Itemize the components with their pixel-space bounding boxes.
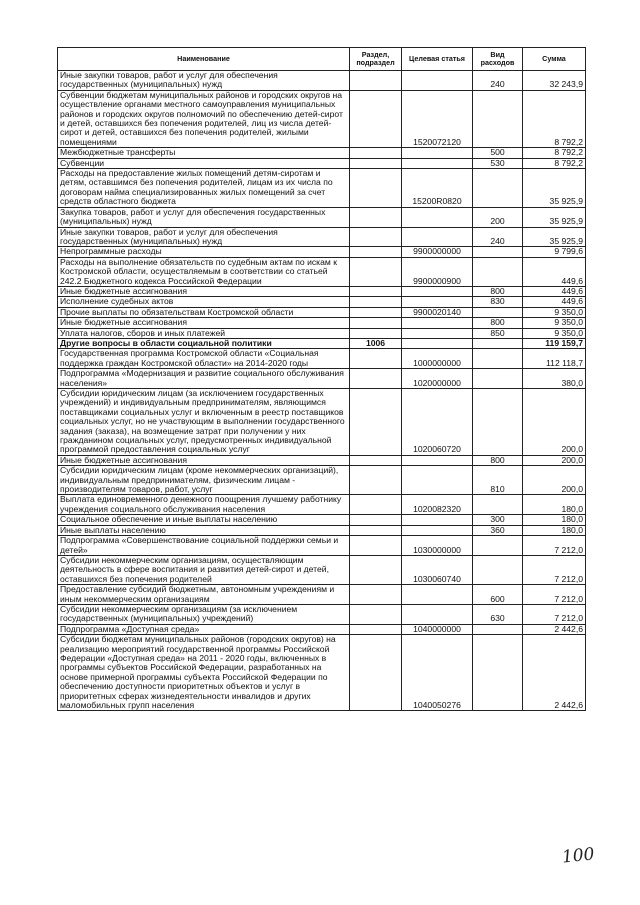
cell-target: 1020060720 [402, 389, 473, 456]
cell-sum: 449,6 [523, 297, 586, 307]
cell-section: 1006 [350, 338, 402, 348]
cell-type [473, 369, 523, 389]
cell-name: Прочие выплаты по обязательствам Костромской области [58, 307, 350, 317]
cell-name: Иные выплаты населению [58, 525, 350, 535]
table-row [58, 318, 586, 328]
cell-section [350, 349, 402, 369]
cell-section [350, 495, 402, 515]
cell-section [350, 169, 402, 208]
cell-name: Субсидии некоммерческим организациям (за исключением государственных (муниципальных) учреждений) [58, 604, 350, 624]
cell-target: 1030060740 [402, 555, 473, 584]
header-sum: Сумма [523, 48, 586, 71]
cell-name: Субсидии некоммерческим организациям, осуществляющим деятельность в сфере воспитания и развития детей-сирот и детей, оставшихся без попечения родителей [58, 555, 350, 584]
table-row [58, 525, 586, 535]
cell-sum: 449,6 [523, 286, 586, 296]
table-row [58, 635, 586, 711]
cell-target [402, 338, 473, 348]
cell-section [350, 624, 402, 634]
cell-name: Иные бюджетные ассигнования [58, 318, 350, 328]
cell-sum: 7 212,0 [523, 604, 586, 624]
cell-sum: 35 925,9 [523, 207, 586, 227]
cell-target [402, 227, 473, 247]
cell-name: Непрограммные расходы [58, 247, 350, 257]
cell-section [350, 369, 402, 389]
table-row [58, 158, 586, 168]
budget-table [57, 47, 586, 711]
cell-name: Межбюджетные трансферты [58, 148, 350, 158]
cell-section [350, 207, 402, 227]
cell-type [473, 624, 523, 634]
cell-sum: 449,6 [523, 257, 586, 286]
cell-name: Иные закупки товаров, работ и услуг для обеспечения государственных (муниципальных) нужд [58, 227, 350, 247]
table-body [58, 71, 586, 711]
cell-target [402, 297, 473, 307]
cell-type [473, 536, 523, 556]
table-row [58, 71, 586, 91]
header-name: Наименование [58, 48, 350, 71]
table-row [58, 247, 586, 257]
table-row [58, 555, 586, 584]
cell-name: Субсидии юридическим лицам (за исключением государственных учреждений) и индивидуальным предпринимателям, являющимся поставщиками социальных услуг и включенным в реестр поставщиков социальных услуг, но не участвующим в выполнении государственного задания (заказа), на возмещение затрат при получении у них гражданином социальных услуг, предусмотренных индивидуальной программой предоставления социальных услуг [58, 389, 350, 456]
cell-section [350, 297, 402, 307]
cell-sum: 7 212,0 [523, 555, 586, 584]
table-row [58, 297, 586, 307]
cell-sum: 112 118,7 [523, 349, 586, 369]
cell-name: Субвенции [58, 158, 350, 168]
table-row [58, 328, 586, 338]
cell-type: 850 [473, 328, 523, 338]
cell-type [473, 247, 523, 257]
cell-type: 360 [473, 525, 523, 535]
table-row [58, 604, 586, 624]
header-section: Раздел, подраздел [350, 48, 402, 71]
cell-name: Субсидии юридическим лицам (кроме некоммерческих организаций), индивидуальным предпринимателям, физическим лицам - производителям товаров, работ, услуг [58, 466, 350, 495]
cell-sum: 7 212,0 [523, 536, 586, 556]
table-row [58, 624, 586, 634]
cell-target: 1020000000 [402, 369, 473, 389]
cell-section [350, 525, 402, 535]
cell-target [402, 71, 473, 91]
cell-section [350, 635, 402, 711]
cell-target: 9900000000 [402, 247, 473, 257]
cell-sum: 200,0 [523, 389, 586, 456]
cell-type: 300 [473, 515, 523, 525]
table-row [58, 286, 586, 296]
cell-type: 800 [473, 455, 523, 465]
cell-section [350, 307, 402, 317]
table-row [58, 515, 586, 525]
cell-type: 500 [473, 148, 523, 158]
cell-target [402, 604, 473, 624]
cell-section [350, 318, 402, 328]
cell-sum: 35 925,9 [523, 227, 586, 247]
cell-section [350, 227, 402, 247]
cell-section [350, 71, 402, 91]
table-row [58, 585, 586, 605]
cell-name: Подпрограмма «Модернизация и развитие социального обслуживания населения» [58, 369, 350, 389]
table-row [58, 466, 586, 495]
cell-target [402, 207, 473, 227]
cell-section [350, 286, 402, 296]
cell-name: Выплата единовременного денежного поощрения лучшему работнику учреждения социального обслуживания населения [58, 495, 350, 515]
cell-type: 240 [473, 71, 523, 91]
cell-section [350, 257, 402, 286]
cell-target [402, 515, 473, 525]
cell-type: 530 [473, 158, 523, 168]
cell-sum: 119 159,7 [523, 338, 586, 348]
cell-name: Подпрограмма «Совершенствование социальной поддержки семьи и детей» [58, 536, 350, 556]
table-row [58, 338, 586, 348]
cell-sum: 200,0 [523, 455, 586, 465]
cell-section [350, 455, 402, 465]
cell-section [350, 604, 402, 624]
header-type: Вид расходов [473, 48, 523, 71]
cell-sum: 32 243,9 [523, 71, 586, 91]
cell-target [402, 158, 473, 168]
cell-name: Другие вопросы в области социальной политики [58, 338, 350, 348]
cell-target [402, 328, 473, 338]
cell-name: Уплата налогов, сборов и иных платежей [58, 328, 350, 338]
cell-sum: 200,0 [523, 466, 586, 495]
table-row [58, 307, 586, 317]
cell-sum: 9 350,0 [523, 307, 586, 317]
page-number: 100 [561, 844, 596, 868]
table-row [58, 90, 586, 147]
cell-name: Субсидии бюджетам муниципальных районов (городских округов) на реализацию мероприятий государственной программы Российской Федерации «Доступная среда» на 2011 - 2020 годы, включенных в программы субъектов Российской Федерации, разработанных на основе примерной программы субъекта Российской Федерации по обеспечению доступности приоритетных объектов и услуг в приоритетных сферах жизнедеятельности инвалидов и других маломобильных групп населения [58, 635, 350, 711]
cell-sum: 9 799,6 [523, 247, 586, 257]
table-row [58, 207, 586, 227]
cell-section [350, 515, 402, 525]
cell-type: 630 [473, 604, 523, 624]
cell-target [402, 148, 473, 158]
cell-name: Предоставление субсидий бюджетным, автономным учреждениям и иным некоммерческим организациям [58, 585, 350, 605]
cell-section [350, 328, 402, 338]
cell-target: 9900000900 [402, 257, 473, 286]
cell-type: 600 [473, 585, 523, 605]
table-header-row [58, 48, 586, 71]
cell-section [350, 389, 402, 456]
cell-sum: 7 212,0 [523, 585, 586, 605]
cell-type: 800 [473, 318, 523, 328]
table-row [58, 169, 586, 208]
cell-section [350, 536, 402, 556]
cell-target: 1020082320 [402, 495, 473, 515]
table-row [58, 227, 586, 247]
cell-name: Иные бюджетные ассигнования [58, 455, 350, 465]
table-row [58, 257, 586, 286]
cell-name: Закупка товаров, работ и услуг для обеспечения государственных (муниципальных) нужд [58, 207, 350, 227]
cell-type: 240 [473, 227, 523, 247]
table-row [58, 536, 586, 556]
cell-target: 1040050276 [402, 635, 473, 711]
cell-target: 9900020140 [402, 307, 473, 317]
cell-type [473, 307, 523, 317]
table-row [58, 349, 586, 369]
cell-type: 810 [473, 466, 523, 495]
cell-target [402, 286, 473, 296]
cell-sum: 2 442,6 [523, 635, 586, 711]
cell-sum: 180,0 [523, 495, 586, 515]
cell-section [350, 555, 402, 584]
cell-target: 1040000000 [402, 624, 473, 634]
cell-target: 1030000000 [402, 536, 473, 556]
cell-sum: 9 350,0 [523, 328, 586, 338]
cell-sum: 180,0 [523, 525, 586, 535]
cell-sum: 2 442,6 [523, 624, 586, 634]
cell-target: 1520072120 [402, 90, 473, 147]
cell-section [350, 158, 402, 168]
cell-name: Иные бюджетные ассигнования [58, 286, 350, 296]
cell-target: 15200R0820 [402, 169, 473, 208]
table-row [58, 369, 586, 389]
cell-type [473, 169, 523, 208]
cell-target [402, 455, 473, 465]
cell-type [473, 257, 523, 286]
cell-name: Социальное обеспечение и иные выплаты населению [58, 515, 350, 525]
cell-name: Иные закупки товаров, работ и услуг для обеспечения государственных (муниципальных) нужд [58, 71, 350, 91]
cell-section [350, 466, 402, 495]
cell-sum: 8 792,2 [523, 158, 586, 168]
cell-target: 1000000000 [402, 349, 473, 369]
cell-type: 830 [473, 297, 523, 307]
cell-target [402, 318, 473, 328]
cell-sum: 380,0 [523, 369, 586, 389]
table-row [58, 455, 586, 465]
cell-type [473, 90, 523, 147]
cell-target [402, 466, 473, 495]
table-row [58, 389, 586, 456]
cell-type [473, 349, 523, 369]
header-target: Целевая статья [402, 48, 473, 71]
cell-name: Исполнение судебных актов [58, 297, 350, 307]
cell-section [350, 247, 402, 257]
cell-type: 200 [473, 207, 523, 227]
cell-target [402, 525, 473, 535]
cell-name: Расходы на предоставление жилых помещений детям-сиротам и детям, оставшимся без попечения родителей, лицам из их числа по договорам найма специализированных жилых помещений за счет средств областного бюджета [58, 169, 350, 208]
cell-section [350, 90, 402, 147]
cell-sum: 8 792,2 [523, 90, 586, 147]
cell-sum: 8 792,2 [523, 148, 586, 158]
cell-name: Подпрограмма «Доступная среда» [58, 624, 350, 634]
table-row [58, 148, 586, 158]
cell-name: Расходы на выполнение обязательств по судебным актам по искам к Костромской области, осуществляемым в соответствии со статьей 242.2 Бюджетного кодекса Российской Федерации [58, 257, 350, 286]
cell-type [473, 555, 523, 584]
cell-sum: 180,0 [523, 515, 586, 525]
cell-target [402, 585, 473, 605]
table-row [58, 495, 586, 515]
cell-sum: 35 925,9 [523, 169, 586, 208]
cell-type: 800 [473, 286, 523, 296]
cell-section [350, 585, 402, 605]
cell-type [473, 389, 523, 456]
cell-type [473, 338, 523, 348]
cell-sum: 9 350,0 [523, 318, 586, 328]
cell-name: Субвенции бюджетам муниципальных районов и городских округов на осуществление органами местного самоуправления муниципальных районов и городских округов полномочий по обеспечению детей-сирот и детей, оставшихся без попечения родителей, лиц из числа детей-сирот и детей, оставшихся без попечения родителей, жилыми помещениями [58, 90, 350, 147]
cell-name: Государственная программа Костромской области «Социальная поддержка граждан Костромской области» на 2014-2020 годы [58, 349, 350, 369]
cell-type [473, 495, 523, 515]
cell-type [473, 635, 523, 711]
cell-section [350, 148, 402, 158]
